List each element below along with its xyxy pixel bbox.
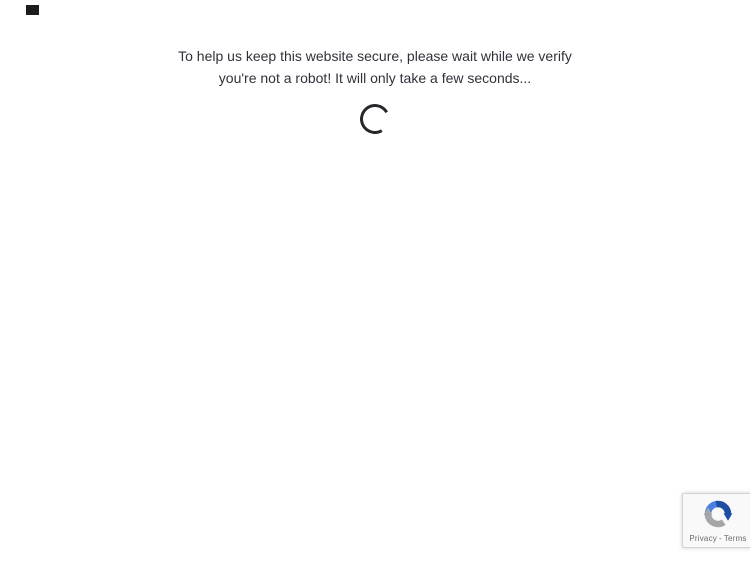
recaptcha-badge[interactable] — [682, 493, 750, 548]
privacy-link[interactable]: Privacy — [689, 534, 717, 543]
loading-spinner-icon — [357, 101, 394, 138]
recaptcha-badge-links — [683, 534, 750, 543]
verification-message-line2: you're not a robot! It will only take a few seconds... — [218, 70, 532, 86]
verification-message-line1: To help us keep this website secure, please wait while we verify — [178, 48, 572, 64]
terms-link[interactable]: Terms — [723, 534, 747, 543]
privacy-terms-separator: - — [718, 534, 722, 543]
recaptcha-logo-icon — [700, 497, 736, 533]
verification-message — [0, 45, 750, 89]
verification-content — [0, 0, 750, 139]
dark-placeholder-box-icon — [26, 5, 39, 15]
